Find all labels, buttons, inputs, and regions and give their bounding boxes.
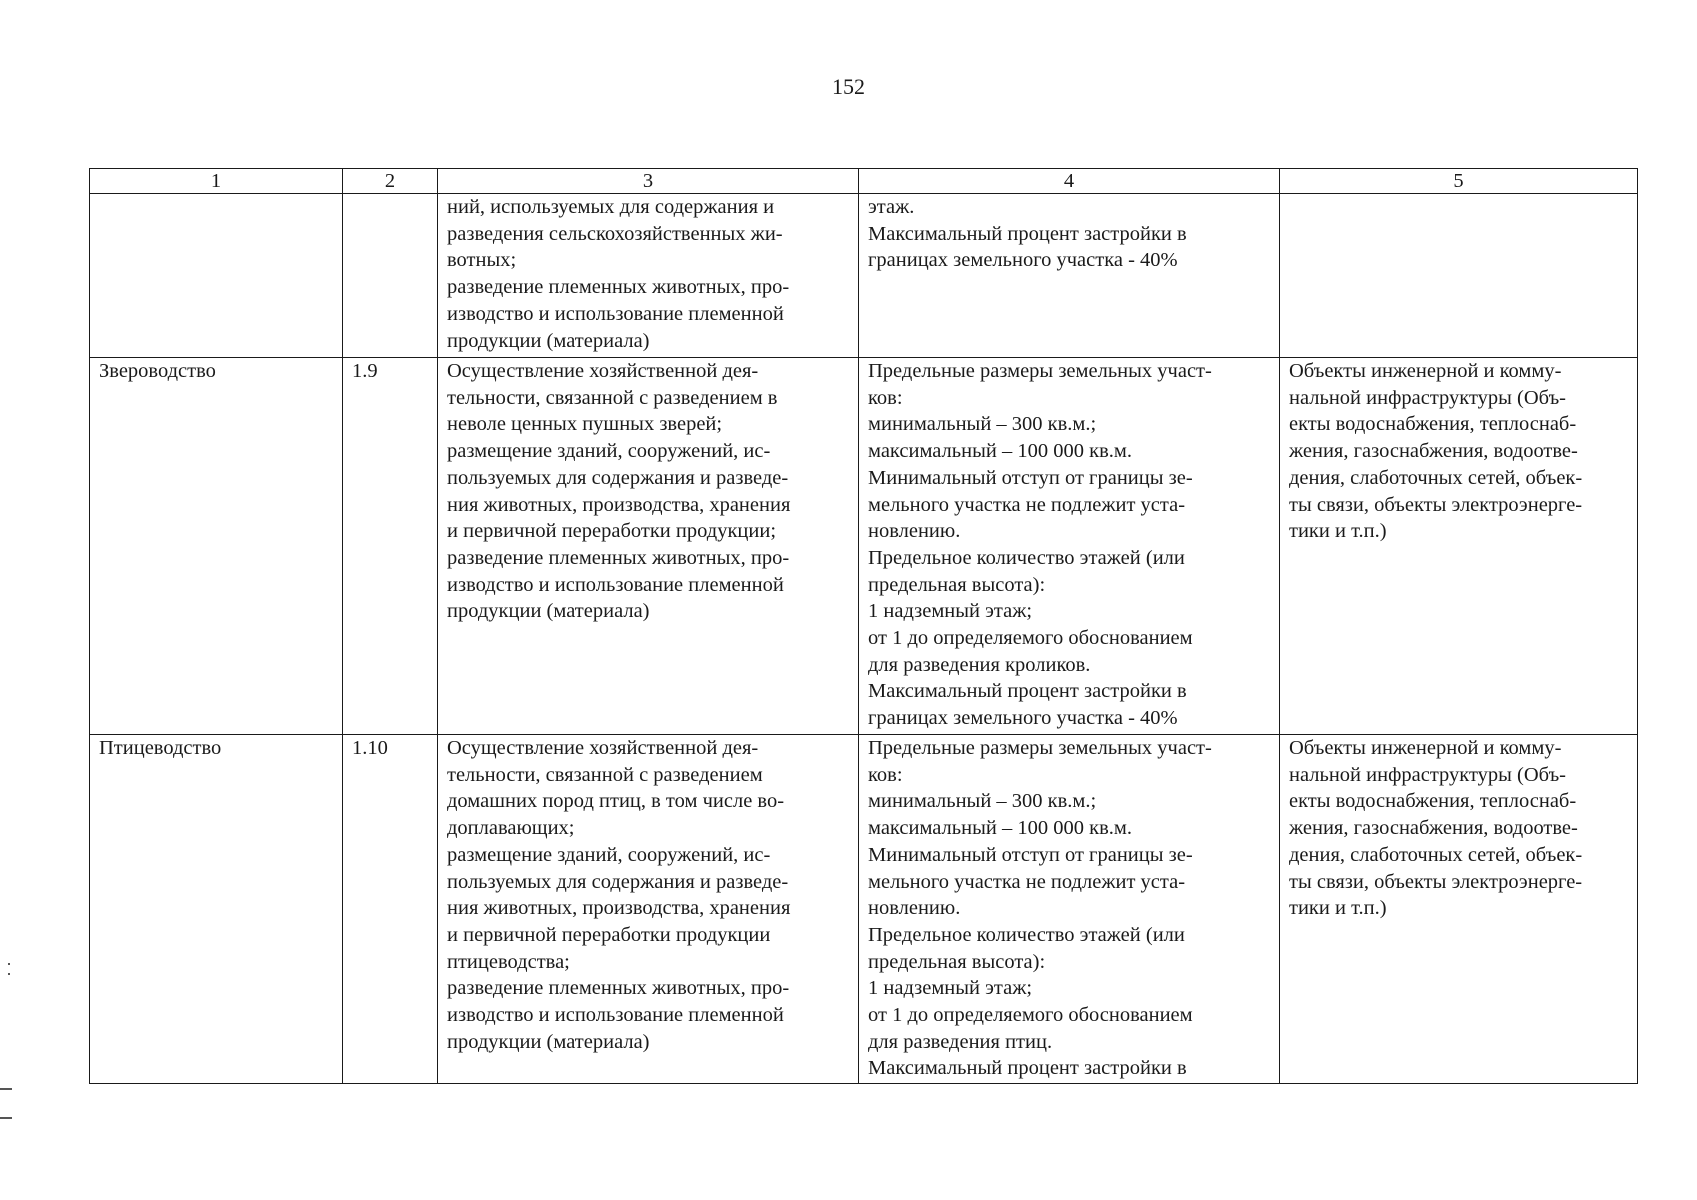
cell-text-line: Объекты инженерной и комму- [1289,737,1562,759]
cell-text-line: Осуществление хозяйственной дея- [447,360,759,382]
cell-text-line: границах земельного участка - 40% [868,707,1178,730]
cell-text-line: домашних пород птиц, в том числе во- [447,790,785,813]
cell-text-line: Минимальный отступ от границы зе- [868,466,1193,489]
cell-text-line: предельная высота): [868,950,1046,973]
cell-text-line: предельная высота): [868,573,1046,596]
cell-text-line: размещение зданий, сооружений, ис- [447,440,771,463]
cell-text-line: Птицеводство [99,737,222,759]
cell-text-line: Максимальный процент застройки в [868,680,1187,703]
land-use-table [89,168,1638,1084]
cell-text-line: жения, газоснабжения, водоотве- [1289,440,1578,463]
cell-text-line: продукции (материала) [447,600,650,623]
cell-text-line: мельного участка не подлежит уста- [868,493,1186,516]
cell-text-line: 1 надземный этаж; [868,600,1033,623]
cell-text-line: Предельные размеры земельных участ- [868,737,1212,759]
table-row [90,194,1638,358]
cell-text-line: от 1 до определяемого обоснованием [868,1004,1193,1027]
cell-text-line: для разведения кроликов. [868,653,1091,676]
cell-text-line: Максимальный процент застройки в [868,1057,1187,1080]
cell-text-line: ния животных, производства, хранения [447,493,791,516]
land-use-code-cell [343,194,438,358]
column-header-4: 4 [859,169,1280,194]
cell-text-line: разведение племенных животных, про- [447,977,790,1000]
cell-text-line: ков: [868,763,903,786]
cell-text-line: пользуемых для содержания и разведе- [447,466,789,489]
cell-text-line: мельного участка не подлежит уста- [868,870,1186,893]
cell-text-line: нальной инфраструктуры (Объ- [1289,763,1567,786]
cell-text-line: этаж. [868,196,915,218]
cell-text-line: от 1 до определяемого обоснованием [868,627,1193,650]
cell-text-line: разведение племенных животных, про- [447,276,790,299]
land-use-objects-cell [1280,358,1638,735]
cell-text-line: екты водоснабжения, теплоснаб- [1289,790,1577,813]
cell-text-line: пользуемых для содержания и разведе- [447,870,789,893]
cell-text-line: Осуществление хозяйственной дея- [447,737,759,759]
column-header-2: 2 [343,169,438,194]
cell-text-line: разведения сельскохозяйственных жи- [447,222,783,245]
margin-mark [0,1117,12,1119]
cell-text-line: Предельное количество этажей (или [868,923,1185,946]
land-use-name-cell [90,358,343,735]
cell-text-line: тельности, связанной с разведением [447,763,763,786]
margin-mark [8,963,10,965]
table-header-row [90,169,1638,194]
cell-text-line: новлению. [868,897,961,920]
land-use-description-cell [438,735,859,1084]
cell-text-line: максимальный – 100 000 кв.м. [868,817,1132,840]
column-header-1: 1 [90,169,343,194]
cell-text-line: изводство и использование племенной [447,573,784,596]
cell-text-line: ты связи, объекты электроэнерге- [1289,870,1583,893]
land-use-description-cell [438,358,859,735]
land-use-code-cell [343,735,438,1084]
cell-text-line: тики и т.п.) [1289,520,1387,543]
cell-text-line: Объекты инженерной и комму- [1289,360,1562,382]
cell-text-line: доплавающих; [447,817,575,840]
margin-mark [8,973,10,975]
cell-text-line: екты водоснабжения, теплоснаб- [1289,413,1577,436]
cell-text-line: продукции (материала) [447,1030,650,1053]
cell-text-line: ков: [868,386,903,409]
land-use-description-cell [438,194,859,358]
cell-text-line: максимальный – 100 000 кв.м. [868,440,1132,463]
cell-text-line: неволе ценных пушных зверей; [447,413,723,436]
cell-text-line: продукции (материала) [447,329,650,352]
land-use-code-cell [343,358,438,735]
cell-text-line: для разведения птиц. [868,1030,1053,1053]
cell-text-line: 1.9 [352,360,378,382]
cell-text-line: Предельные размеры земельных участ- [868,360,1212,382]
cell-text-line: изводство и использование племенной [447,302,784,325]
cell-text-line: вотных; [447,249,517,272]
page-number: 152 [832,74,865,99]
cell-text-line: дения, слаботочных сетей, объек- [1289,466,1583,489]
cell-text-line: птицеводства; [447,950,570,973]
cell-text-line: 1 надземный этаж; [868,977,1033,1000]
column-header-3: 3 [438,169,859,194]
cell-text-line: 1.10 [352,737,388,759]
cell-text-line: ний, используемых для содержания и [447,196,775,218]
land-use-parameters-cell [859,358,1280,735]
table-row [90,735,1638,1084]
cell-text-line: жения, газоснабжения, водоотве- [1289,817,1578,840]
table-row [90,358,1638,735]
cell-text-line: минимальный – 300 кв.м.; [868,413,1097,436]
cell-text-line: и первичной переработки продукции; [447,520,777,543]
cell-text-line: Предельное количество этажей (или [868,546,1185,569]
cell-text-line: нальной инфраструктуры (Объ- [1289,386,1567,409]
cell-text-line: Максимальный процент застройки в [868,222,1187,245]
cell-text-line: и первичной переработки продукции [447,923,771,946]
cell-text-line: тики и т.п.) [1289,897,1387,920]
margin-mark [0,1088,12,1090]
table-body [90,194,1638,1084]
land-use-parameters-cell [859,194,1280,358]
land-use-objects-cell [1280,194,1638,358]
land-use-objects-cell [1280,735,1638,1084]
cell-text-line: ния животных, производства, хранения [447,897,791,920]
cell-text-line: размещение зданий, сооружений, ис- [447,843,771,866]
land-use-name-cell [90,735,343,1084]
cell-text-line: новлению. [868,520,961,543]
cell-text-line: Минимальный отступ от границы зе- [868,843,1193,866]
cell-text-line: дения, слаботочных сетей, объек- [1289,843,1583,866]
cell-text-line: разведение племенных животных, про- [447,546,790,569]
cell-text-line: тельности, связанной с разведением в [447,386,778,409]
cell-text-line: Звероводство [99,360,216,382]
cell-text-line: минимальный – 300 кв.м.; [868,790,1097,813]
cell-text-line: ты связи, объекты электроэнерге- [1289,493,1583,516]
column-header-5: 5 [1280,169,1638,194]
cell-text-line: изводство и использование племенной [447,1004,784,1027]
land-use-name-cell [90,194,343,358]
cell-text-line: границах земельного участка - 40% [868,249,1178,272]
land-use-parameters-cell [859,735,1280,1084]
